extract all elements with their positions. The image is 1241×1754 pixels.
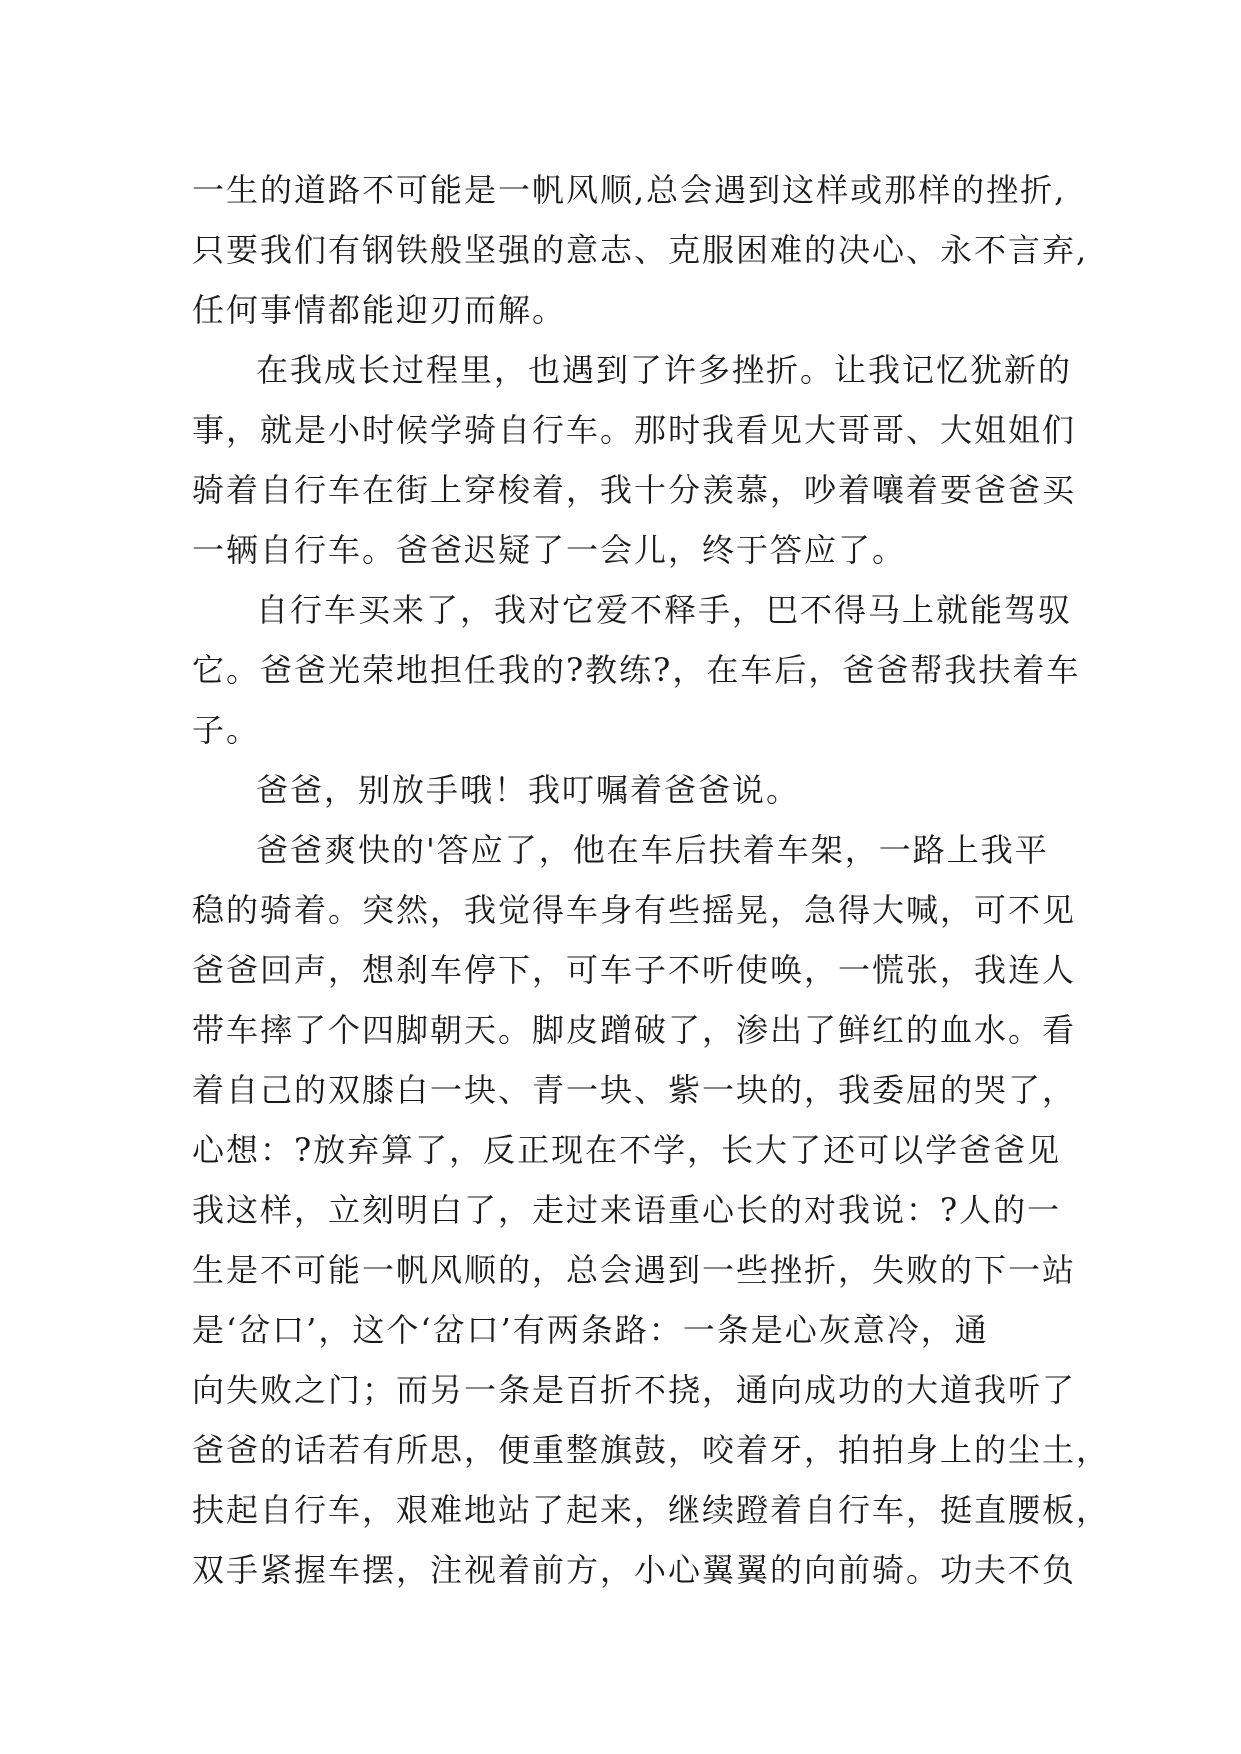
paragraph-first-line: 爸爸，别放手哦！我叮嘱着爸爸说。: [256, 771, 801, 809]
text-line: 事，就是小时候学骑自行车。那时我看见大哥哥、大姐姐们: [192, 411, 1077, 449]
text-line: 是‘岔口’，这个‘岔口’有两条路：一条是心灰意冷，通: [192, 1311, 989, 1349]
text-line: 任何事情都能迎刃而解。: [192, 291, 567, 329]
paragraph-first-line: 爸爸爽快的'答应了，他在车后扶着车架，一路上我平: [256, 831, 1049, 869]
paragraph-first-line: 在我成长过程里，也遇到了许多挫折。让我记忆犹新的: [256, 351, 1073, 389]
text-line: 它。爸爸光荣地担任我的?教练?，在车后，爸爸帮我扶着车: [192, 651, 1081, 689]
text-line: 爸爸的话若有所思，便重整旗鼓，咬着牙，拍拍身上的尘土，: [192, 1431, 1111, 1469]
paragraph-first-line: 自行车买来了，我对它爱不释手，巴不得马上就能驾驭: [256, 591, 1073, 629]
text-line: 着自己的双膝白一块、青一块、紫一块的，我委屈的哭了，: [192, 1071, 1077, 1109]
text-line: 带车摔了个四脚朝天。脚皮蹭破了，渗出了鲜红的血水。看: [192, 1011, 1077, 1049]
text-line: 向失败之门；而另一条是百折不挠，通向成功的大道我听了: [192, 1371, 1077, 1409]
text-line: 心想：?放弃算了，反正现在不学，长大了还可以学爸爸见: [192, 1131, 1062, 1169]
document-body: [192, 166, 1111, 1594]
text-line: 生是不可能一帆风顺的，总会遇到一些挫折，失败的下一站: [192, 1251, 1077, 1289]
text-line: 只要我们有钢铁般坚强的意志、克服困难的决心、永不言弃,: [192, 231, 1089, 269]
text-line: 双手紧握车摆，注视着前方，小心翼翼的向前骑。功夫不负: [192, 1551, 1077, 1589]
text-line: 我这样，立刻明白了，走过来语重心长的对我说：?人的一: [192, 1191, 1062, 1229]
text-line: 扶起自行车，艰难地站了起来，继续蹬着自行车，挺直腰板，: [192, 1491, 1111, 1529]
text-line: 一生的道路不可能是一帆风顺,总会遇到这样或那样的挫折,: [192, 171, 1067, 209]
text-line: 稳的骑着。突然，我觉得车身有些摇晃，急得大喊，可不见: [192, 891, 1077, 929]
text-line: 骑着自行车在街上穿梭着，我十分羡慕，吵着嚷着要爸爸买: [192, 471, 1077, 509]
text-line: 子。: [192, 711, 261, 749]
text-line: 爸爸回声，想刹车停下，可车子不听使唤，一慌张，我连人: [192, 951, 1077, 989]
text-line: 一辆自行车。爸爸迟疑了一会儿，终于答应了。: [192, 531, 907, 569]
